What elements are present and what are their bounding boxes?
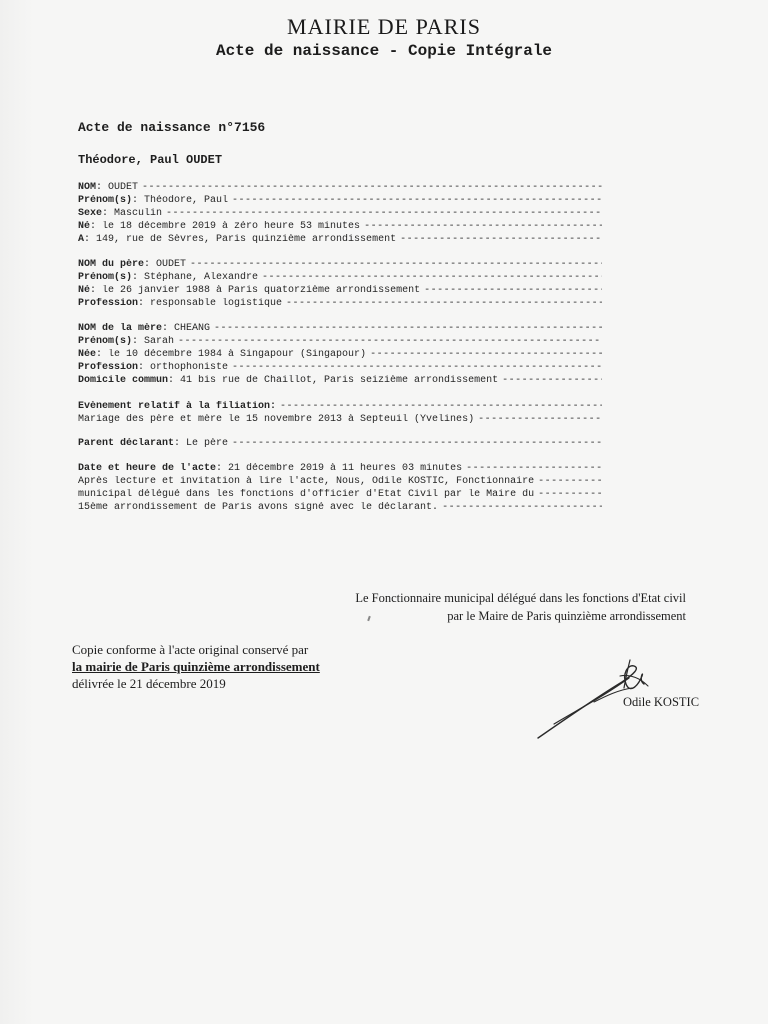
dash-leader — [190, 259, 602, 271]
child-prenoms-field — [78, 195, 602, 207]
field-value: : Masculin — [102, 208, 163, 219]
field-label: Profession — [78, 298, 139, 309]
dash-leader — [232, 438, 602, 450]
document-subtitle: Acte de naissance - Copie Intégrale — [215, 42, 553, 60]
dash-leader — [232, 195, 602, 207]
dash-leader — [370, 349, 602, 361]
field-label: À — [78, 234, 85, 245]
dash-leader — [478, 414, 602, 426]
filiation-label-field — [78, 401, 602, 413]
field-label-suffix: : — [270, 401, 277, 412]
field-label: Née — [78, 349, 97, 360]
field-value: : 21 décembre 2019 à 11 heures 03 minutes — [216, 463, 463, 474]
field-label: Évènement relatif à la filiation — [78, 401, 271, 412]
dash-leader — [262, 272, 602, 284]
field-label: Prénom(s) — [78, 272, 133, 283]
field-value: Après lecture et invitation à lire l'acte, Nous, Odile KOSTIC, Fonctionnaire — [78, 476, 535, 487]
signer-name: Odile KOSTIC — [623, 695, 700, 709]
field-value: : OUDET — [96, 182, 139, 193]
field-label: NOM de la mère — [78, 323, 163, 334]
dash-leader — [280, 401, 602, 413]
mother-prenoms-field — [78, 336, 602, 348]
child-full-name: Théodore, Paul OUDET — [78, 153, 223, 167]
father-ne-field — [78, 285, 602, 297]
field-value: 15ème arrondissement de Paris avons signé avec le déclarant. — [78, 502, 439, 513]
acte-text-line-1 — [78, 476, 602, 488]
child-ne-field — [78, 221, 602, 233]
official-caption-line-2: par le Maire de Paris quinzième arrondissement — [447, 609, 686, 623]
dash-leader — [502, 375, 602, 387]
child-sexe-field — [78, 208, 602, 220]
father-profession-field — [78, 298, 602, 310]
field-value: : Le père — [174, 438, 229, 449]
copy-line-2: la mairie de Paris quinzième arrondissement — [72, 659, 320, 674]
dash-leader — [538, 489, 602, 501]
dash-leader — [232, 362, 602, 374]
dash-leader — [214, 323, 602, 335]
field-label: Parent déclarant — [78, 438, 175, 449]
father-nom-field — [78, 259, 602, 271]
field-value: : orthophoniste — [138, 362, 229, 373]
mother-nom-field — [78, 323, 602, 335]
field-label: Prénom(s) — [78, 195, 133, 206]
date-acte-field — [78, 463, 602, 475]
field-value: : 149, rue de Sèvres, Paris quinzième arrondissement — [84, 234, 397, 245]
declarant-field — [78, 438, 602, 450]
field-label: NOM — [78, 182, 97, 193]
dash-leader — [178, 336, 602, 348]
field-label: NOM du père — [78, 259, 145, 270]
acte-text-line-2 — [78, 489, 602, 501]
field-value: : CHEANG — [162, 323, 211, 334]
dash-leader — [538, 476, 602, 488]
field-value: : le 18 décembre 2019 à zéro heure 53 minutes — [90, 221, 361, 232]
dash-leader — [286, 298, 602, 310]
field-value: : le 26 janvier 1988 à Paris quatorzième arrondissement — [90, 285, 421, 296]
dash-leader — [400, 234, 602, 246]
dash-leader — [424, 285, 602, 297]
dash-leader — [466, 463, 602, 475]
field-value: : le 10 décembre 1984 à Singapour (Singapour) — [96, 349, 367, 360]
copy-conforme-block — [72, 641, 320, 692]
field-value: : Sarah — [132, 336, 175, 347]
field-label: Né — [78, 221, 91, 232]
mother-profession-field — [78, 362, 602, 374]
dash-leader — [442, 502, 602, 514]
field-label: Prénom(s) — [78, 336, 133, 347]
field-label: Domicile commun — [78, 375, 169, 386]
domicile-field — [78, 375, 602, 387]
field-label: Né — [78, 285, 91, 296]
field-value: : 41 bis rue de Chaillot, Paris seizième arrondissement — [168, 375, 499, 386]
field-value: : OUDET — [144, 259, 187, 270]
mother-nee-field — [78, 349, 602, 361]
dash-leader — [142, 182, 602, 194]
scan-edge — [0, 0, 34, 1024]
field-value: : Stéphane, Alexandre — [132, 272, 259, 283]
field-value: : Théodore, Paul — [132, 195, 229, 206]
dash-leader — [166, 208, 602, 220]
official-caption-line-1: Le Fonctionnaire municipal délégué dans les fonctions d'Etat civil — [355, 591, 686, 605]
child-lieu-field — [78, 234, 602, 246]
copy-line-3: délivrée le 21 décembre 2019 — [72, 676, 226, 691]
official-caption — [355, 589, 686, 625]
field-label: Profession — [78, 362, 139, 373]
acte-text-line-3 — [78, 502, 602, 514]
field-value: Mariage des père et mère le 15 novembre 2013 à Septeuil (Yvelines) — [78, 414, 475, 425]
field-label: Date et heure de l'acte — [78, 463, 217, 474]
field-label: Sexe — [78, 208, 103, 219]
copy-line-1: Copie conforme à l'acte original conservé par — [72, 642, 309, 657]
filiation-value-field — [78, 414, 602, 426]
field-value: : responsable logistique — [138, 298, 283, 309]
dash-leader — [364, 221, 602, 233]
acte-number: Acte de naissance n°7156 — [78, 120, 266, 135]
child-nom-field — [78, 182, 602, 194]
document-title: MAIRIE DE PARIS — [287, 14, 481, 39]
field-value: municipal délégué dans les fonctions d'officier d'Etat Civil par le Maire du — [78, 489, 535, 500]
father-prenoms-field — [78, 272, 602, 284]
